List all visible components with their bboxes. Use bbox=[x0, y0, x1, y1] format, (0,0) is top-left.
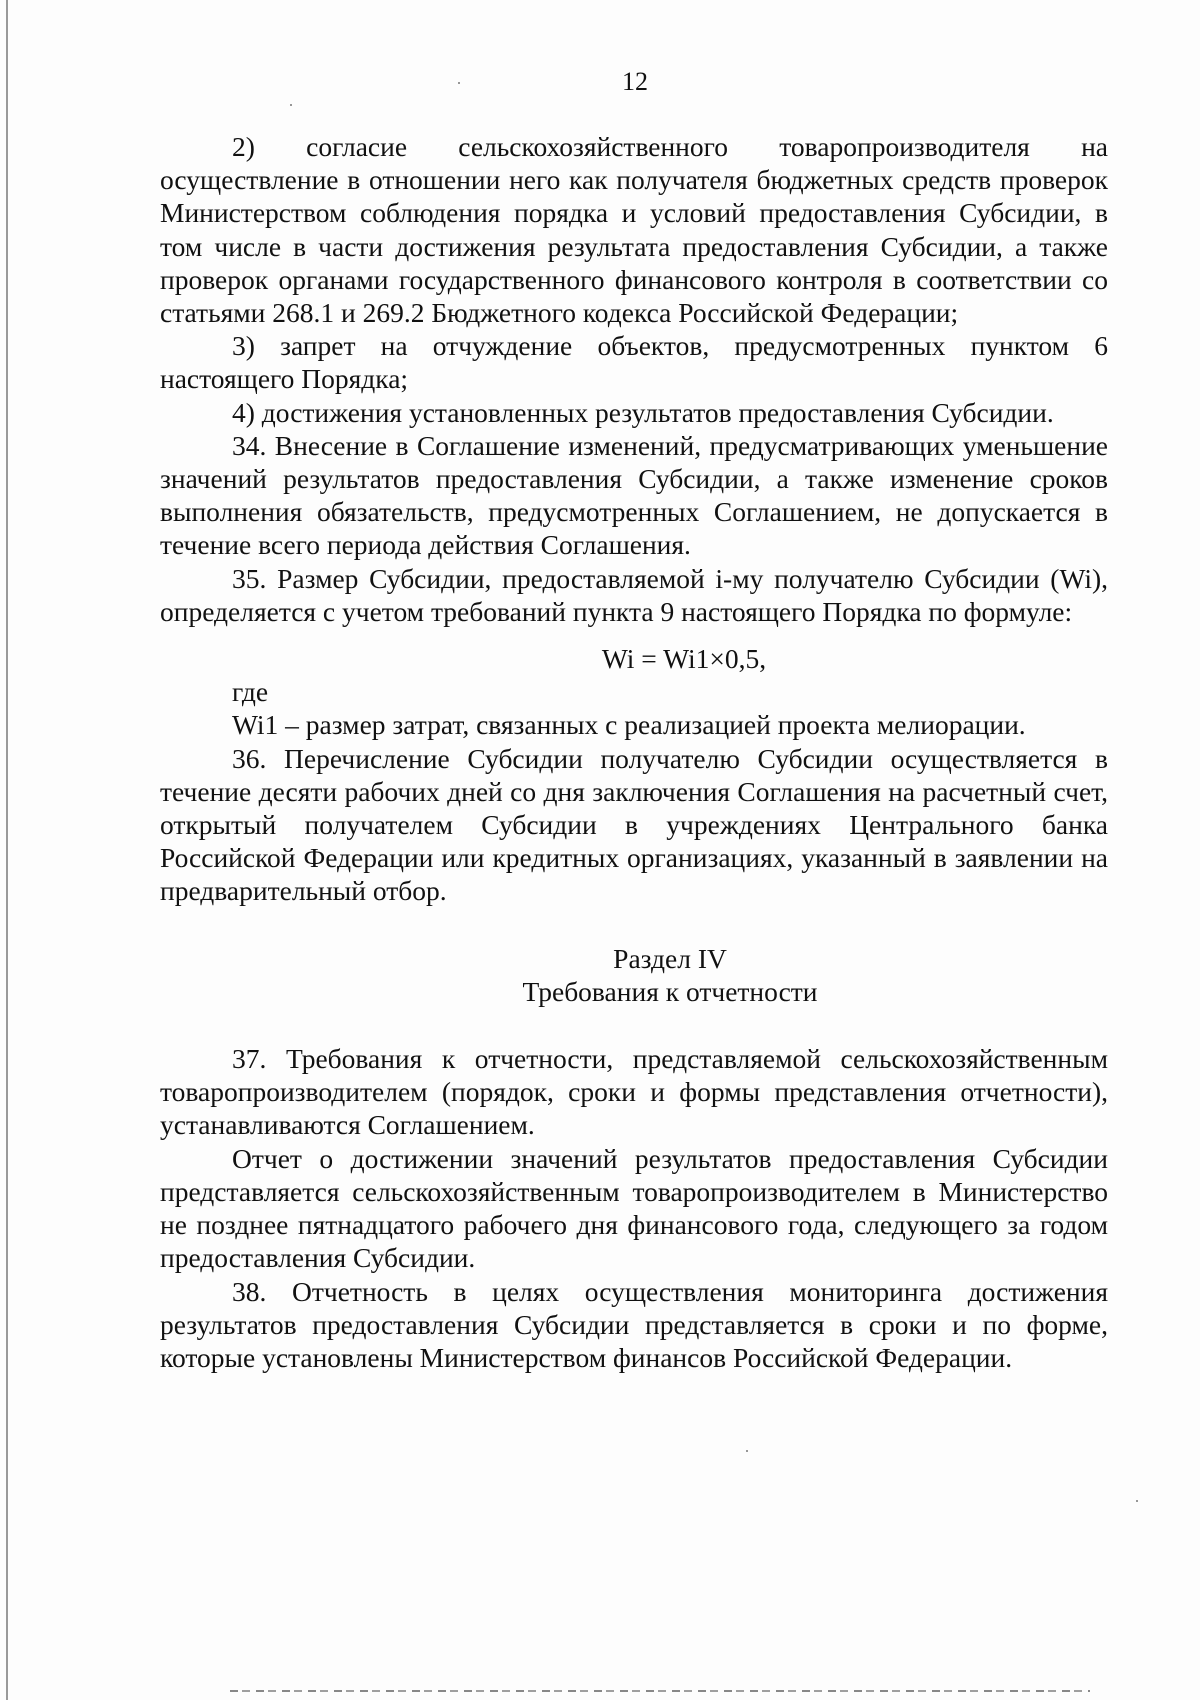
paragraph-2-consent: 2) согласие сельскохозяйственного товаропроизводителя на осуществление в отношении него как получателя бюджетных средств проверок Министерством соблюдения порядка и условий предоставления Субсидии, в том числе в части достижения результата предоставления Субсидии, а также проверок органами государственного финансового контроля в соответствии со статьями 268.1 и 269.2 Бюджетного кодекса Российской Федерации; bbox=[160, 131, 1108, 329]
scan-speck bbox=[746, 1450, 748, 1452]
where-label: где bbox=[232, 676, 269, 708]
paragraph-36: 36. Перечисление Субсидии получателю Субсидии осуществляется в течение десяти рабочих дней со дня заключения Соглашения на расчетный счет, открытый получателем Субсидии в учреждениях Центрального банка Российской Федерации или кредитных организациях, указанный в заявлении на предварительный отбор. bbox=[160, 742, 1108, 907]
paragraph-34: 34. Внесение в Соглашение изменений, предусматривающих уменьшение значений результатов предоставления Субсидии, а также изменение сроков выполнения обязательств, предусмотренных Соглашением, не допускается в течение всего периода действия Соглашения. bbox=[160, 429, 1108, 561]
paragraph-35: 35. Размер Субсидии, предоставляемой i-му получателю Субсидии (Wi), определяется с учетом требований пункта 9 настоящего Порядка по формуле: bbox=[160, 562, 1108, 627]
paragraph-3-alienation-ban: 3) запрет на отчуждение объектов, предусмотренных пунктом 6 настоящего Порядка; bbox=[160, 330, 1108, 395]
section-title: Требования к отчетности bbox=[522, 975, 818, 1007]
page-number: 12 bbox=[622, 67, 648, 96]
scan-left-edge bbox=[6, 0, 8, 1700]
scan-speck bbox=[290, 104, 292, 106]
paragraph-37: 37. Требования к отчетности, представляемой сельскохозяйственным товаропроизводителем (порядок, сроки и формы представления отчетности), устанавливаются Соглашением. bbox=[160, 1043, 1108, 1141]
where-definition: Wi1 – размер затрат, связанных с реализацией проекта мелиорации. bbox=[232, 709, 1026, 741]
document-body bbox=[160, 130, 1108, 1374]
paragraph-4-results: 4) достижения установленных результатов предоставления Субсидии. bbox=[232, 396, 1054, 428]
paragraph-38: 38. Отчетность в целях осуществления мониторинга достижения результатов предоставления Субсидии представляется в сроки и по форме, которые установлены Министерством финансов Российской Федерации. bbox=[160, 1275, 1108, 1373]
scan-bottom-edge bbox=[230, 1690, 1090, 1692]
scan-speck bbox=[1136, 1500, 1138, 1502]
subsidy-formula: Wi = Wi1×0,5, bbox=[601, 643, 767, 675]
section-number: Раздел IV bbox=[613, 942, 727, 974]
paragraph-report: Отчет о достижении значений результатов предоставления Субсидии представляется сельскохозяйственным товаропроизводителем в Министерство не позднее пятнадцатого рабочего дня финансового года, следующего за годом предоставления Субсидии. bbox=[160, 1142, 1108, 1274]
